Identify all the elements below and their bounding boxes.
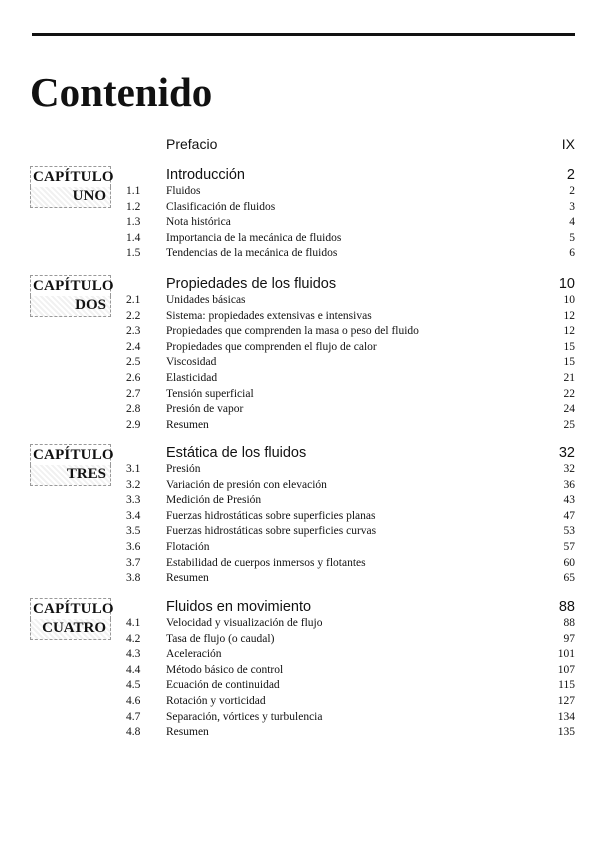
- toc-entry[interactable]: [0, 387, 600, 403]
- section-title: Velocidad y visualización de flujo: [166, 617, 323, 629]
- section-page: 115: [558, 679, 575, 692]
- section-number: 3.4: [126, 509, 141, 522]
- toc-entry[interactable]: [0, 632, 600, 648]
- top-rule: [32, 33, 575, 36]
- section-title: Nota histórica: [166, 216, 231, 229]
- chapter-page: 10: [558, 276, 575, 292]
- section-number: 4.7: [126, 710, 141, 723]
- section-number: 4.4: [126, 663, 141, 676]
- section-title: Viscosidad: [166, 356, 217, 369]
- section-page: 24: [563, 403, 575, 416]
- section-title: Resumen: [166, 572, 209, 585]
- section-page: 12: [563, 309, 575, 322]
- toc-entry[interactable]: [0, 725, 600, 741]
- chapter-label-bottom: DOS: [30, 296, 111, 317]
- section-page: 60: [563, 556, 575, 569]
- section-title: Resumen: [166, 418, 209, 431]
- chapter-title: Propiedades de los fluidos: [166, 276, 337, 292]
- section-page: 127: [557, 694, 575, 707]
- section-title: Presión de vapor: [166, 403, 244, 416]
- chapter-page: 32: [558, 445, 575, 461]
- section-title: Fuerzas hidrostáticas sobre superficies curvas: [166, 525, 377, 538]
- section-page: 3: [569, 200, 575, 213]
- toc-entry[interactable]: [0, 540, 600, 556]
- section-title: Flotación: [166, 540, 210, 553]
- section-number: 4.3: [126, 648, 141, 661]
- chapter-label-bottom: CUATRO: [30, 619, 111, 640]
- section-page: 47: [563, 509, 575, 522]
- chapter-label-bottom: TRES: [30, 465, 111, 486]
- section-page: 22: [563, 387, 575, 400]
- toc-entry[interactable]: [0, 678, 600, 694]
- section-number: 2.8: [126, 403, 141, 416]
- toc-entry[interactable]: [0, 616, 600, 632]
- section-page: 10: [563, 294, 575, 306]
- chapter-heading[interactable]: [0, 598, 600, 618]
- section-page: 134: [557, 710, 575, 723]
- page-title: Contenido: [30, 69, 213, 115]
- section-page: 97: [563, 632, 575, 645]
- section-title: Fluidos: [166, 185, 201, 197]
- section-title: Resumen: [166, 726, 209, 739]
- section-title: Sistema: propiedades extensivas e intensivas: [166, 309, 372, 322]
- section-title: Rotación y vorticidad: [166, 694, 266, 707]
- toc-entry[interactable]: [0, 309, 600, 325]
- section-number: 4.1: [126, 617, 141, 629]
- section-title: Tendencias de la mecánica de fluidos: [166, 247, 338, 260]
- section-title: Unidades básicas: [166, 294, 246, 306]
- toc-entry[interactable]: [0, 478, 600, 494]
- chapter-title: Estática de los fluidos: [166, 445, 307, 461]
- preface-page: IX: [561, 136, 575, 152]
- section-number: 2.5: [126, 356, 141, 369]
- section-title: Fuerzas hidrostáticas sobre superficies planas: [166, 509, 376, 522]
- section-title: Variación de presión con elevación: [166, 478, 327, 491]
- section-title: Propiedades que comprenden la masa o peso del fluido: [166, 325, 419, 338]
- section-page: 88: [563, 617, 575, 629]
- section-title: Presión: [166, 463, 201, 475]
- toc-entry[interactable]: [0, 462, 600, 478]
- section-page: 25: [563, 418, 575, 431]
- section-number: 3.6: [126, 540, 141, 553]
- section-page: 4: [569, 216, 575, 229]
- toc-entry[interactable]: [0, 493, 600, 509]
- section-number: 4.8: [126, 726, 141, 739]
- section-page: 53: [563, 525, 575, 538]
- toc-entry[interactable]: [0, 246, 600, 262]
- toc-entry[interactable]: [0, 524, 600, 540]
- toc-entry[interactable]: [0, 340, 600, 356]
- section-page: 5: [569, 231, 575, 244]
- toc-entry[interactable]: [0, 418, 600, 434]
- toc-entry[interactable]: [0, 571, 600, 587]
- section-title: Tasa de flujo (o caudal): [166, 632, 275, 645]
- section-title: Aceleración: [166, 648, 222, 661]
- toc-entry[interactable]: [0, 215, 600, 231]
- section-title: Importancia de la mecánica de fluidos: [166, 231, 342, 244]
- section-page: 43: [563, 494, 575, 507]
- toc-entry[interactable]: [0, 647, 600, 663]
- toc-entry[interactable]: [0, 663, 600, 679]
- section-page: 57: [563, 540, 575, 553]
- toc-entry[interactable]: [0, 710, 600, 726]
- toc-entry[interactable]: [0, 371, 600, 387]
- section-number: 3.2: [126, 478, 141, 491]
- section-page: 15: [563, 340, 575, 353]
- chapter-heading[interactable]: [0, 444, 600, 464]
- chapter-heading[interactable]: [0, 275, 600, 295]
- toc-entry[interactable]: [0, 402, 600, 418]
- section-number: 3.3: [126, 494, 141, 507]
- section-page: 65: [563, 572, 575, 585]
- chapter-label-bottom: UNO: [30, 187, 111, 208]
- section-list: [0, 184, 600, 262]
- section-list: [0, 616, 600, 741]
- section-title: Tensión superficial: [166, 387, 254, 400]
- chapter-page: 88: [558, 599, 575, 615]
- toc-entry[interactable]: [0, 293, 600, 309]
- section-number: 4.5: [126, 679, 141, 692]
- section-number: 2.3: [126, 325, 141, 338]
- toc-entry[interactable]: [0, 509, 600, 525]
- section-title: Elasticidad: [166, 371, 218, 384]
- section-page: 6: [569, 247, 575, 260]
- section-page: 32: [563, 463, 575, 475]
- toc-entry[interactable]: [0, 184, 600, 200]
- section-title: Medición de Presión: [166, 494, 262, 507]
- section-page: 12: [563, 325, 575, 338]
- section-title: Propiedades que comprenden el flujo de calor: [166, 340, 377, 353]
- section-number: 3.7: [126, 556, 141, 569]
- section-title: Método básico de control: [166, 663, 284, 676]
- section-number: 1.3: [126, 216, 141, 229]
- chapter-label-top: CAPÍTULO: [30, 166, 111, 187]
- chapter-page: 2: [566, 167, 575, 183]
- section-page: 2: [569, 185, 575, 197]
- section-number: 1.1: [126, 185, 141, 197]
- section-number: 2.4: [126, 340, 141, 353]
- toc-entry[interactable]: [0, 231, 600, 247]
- section-number: 1.4: [126, 231, 141, 244]
- section-title: Estabilidad de cuerpos inmersos y flotantes: [166, 556, 366, 569]
- section-number: 4.2: [126, 632, 141, 645]
- section-number: 2.2: [126, 309, 141, 322]
- section-page: 15: [563, 356, 575, 369]
- section-page: 107: [557, 663, 575, 676]
- section-list: [0, 462, 600, 587]
- chapter-label-top: CAPÍTULO: [30, 444, 111, 465]
- section-number: 3.5: [126, 525, 141, 538]
- section-number: 4.6: [126, 694, 141, 707]
- section-number: 3.8: [126, 572, 141, 585]
- section-title: Separación, vórtices y turbulencia: [166, 710, 323, 723]
- toc-entry[interactable]: [0, 355, 600, 371]
- section-number: 2.7: [126, 387, 141, 400]
- preface-entry[interactable]: [0, 136, 600, 156]
- section-list: [0, 293, 600, 433]
- section-title: Clasificación de fluidos: [166, 200, 276, 213]
- section-page: 21: [563, 371, 575, 384]
- toc-entry[interactable]: [0, 694, 600, 710]
- chapter-label-top: CAPÍTULO: [30, 275, 111, 296]
- section-page: 135: [557, 726, 575, 739]
- section-number: 1.5: [126, 247, 141, 260]
- chapter-title: Introducción: [166, 167, 245, 183]
- section-number: 2.6: [126, 371, 141, 384]
- section-number: 2.1: [126, 294, 141, 306]
- chapter-label-top: CAPÍTULO: [30, 598, 111, 619]
- section-title: Ecuación de continuidad: [166, 679, 280, 692]
- section-number: 1.2: [126, 200, 141, 213]
- section-number: 2.9: [126, 418, 141, 431]
- chapter-heading[interactable]: [0, 166, 600, 186]
- preface-title: Prefacio: [166, 136, 218, 152]
- section-number: 3.1: [126, 463, 141, 475]
- section-page: 36: [563, 478, 575, 491]
- section-page: 101: [557, 648, 575, 661]
- toc-entry[interactable]: [0, 200, 600, 216]
- toc-entry[interactable]: [0, 556, 600, 572]
- toc-entry[interactable]: [0, 324, 600, 340]
- chapter-title: Fluidos en movimiento: [166, 599, 312, 615]
